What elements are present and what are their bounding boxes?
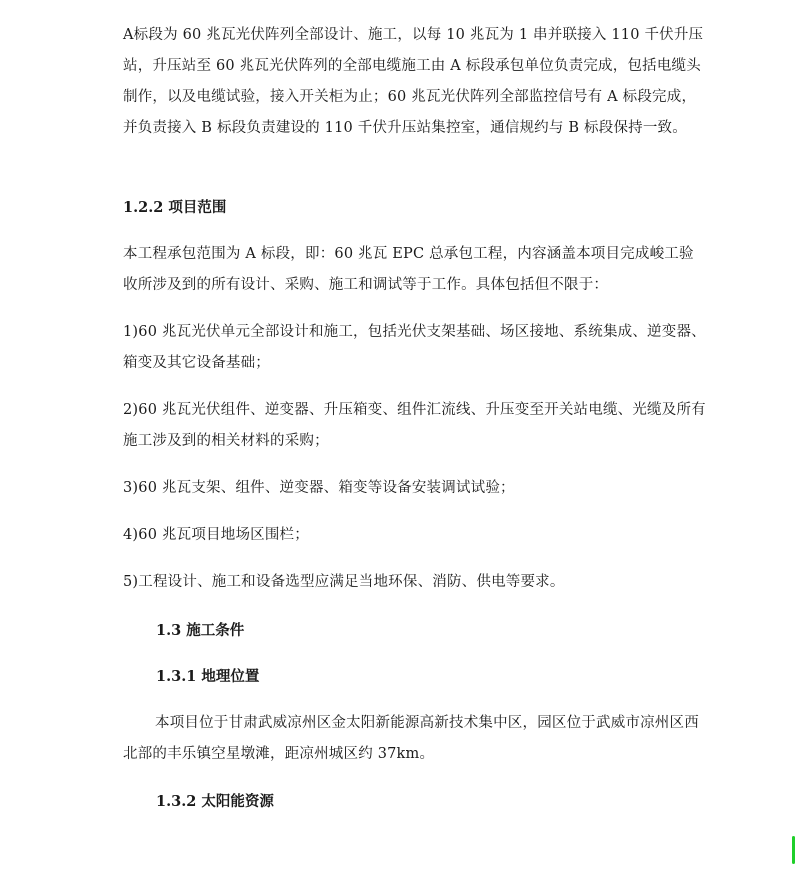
scrollbar-thumb[interactable]: [792, 836, 795, 864]
scope-paragraph: 本工程承包范围为 A 标段，即：60 兆瓦 EPC 总承包工程，内容涵盖本项目完成峻工验收所涉及到的所有设计、采购、施工和调试等于工作。具体包括但不限于：: [123, 246, 694, 293]
section-heading-solar-resources: 1.3.2 太阳能资源: [156, 793, 274, 810]
section-heading-project-scope: 1.2.2 项目范围: [123, 199, 227, 216]
list-item: 2)60 兆瓦光伏组件、逆变器、升压箱变、组件汇流线、升压变至开关站电缆、光缆及所有施工涉及到的相关材料的采购；: [123, 402, 706, 449]
intro-paragraph: A标段为 60 兆瓦光伏阵列全部设计、施工，以每 10 兆瓦为 1 串并联接入 110 千伏升压站，升压站至 60 兆瓦光伏阵列的全部电缆施工由 A 标段承包单位负责完成，包括电缆头制作，以及电缆试验，接入开关柜为止；60 兆瓦光伏阵列全部监控信号有 A 标段完成，并负责接入 B 标段负责建设的 110 千伏升压站集控室，通信规约与 B 标段保持一致。: [123, 27, 704, 136]
list-item: 1)60 兆瓦光伏单元全部设计和施工，包括光伏支架基础、场区接地、系统集成、逆变器、箱变及其它设备基础；: [123, 324, 706, 371]
scrollbar[interactable]: [791, 0, 796, 875]
section-heading-construction-conditions: 1.3 施工条件: [156, 622, 245, 639]
section-heading-geographic-location: 1.3.1 地理位置: [156, 668, 260, 685]
list-item: 3)60 兆瓦支架、组件、逆变器、箱变等设备安装调试试验；: [123, 480, 515, 496]
location-paragraph: 本项目位于甘肃武威凉州区金太阳新能源高新技术集中区，园区位于武威市凉州区西北部的丰乐镇空星墩滩，距凉州城区约 37km。: [123, 715, 699, 762]
list-item: 5)工程设计、施工和设备选型应满足当地环保、消防、供电等要求。: [123, 574, 565, 590]
list-item: 4)60 兆瓦项目地场区围栏；: [123, 527, 309, 543]
